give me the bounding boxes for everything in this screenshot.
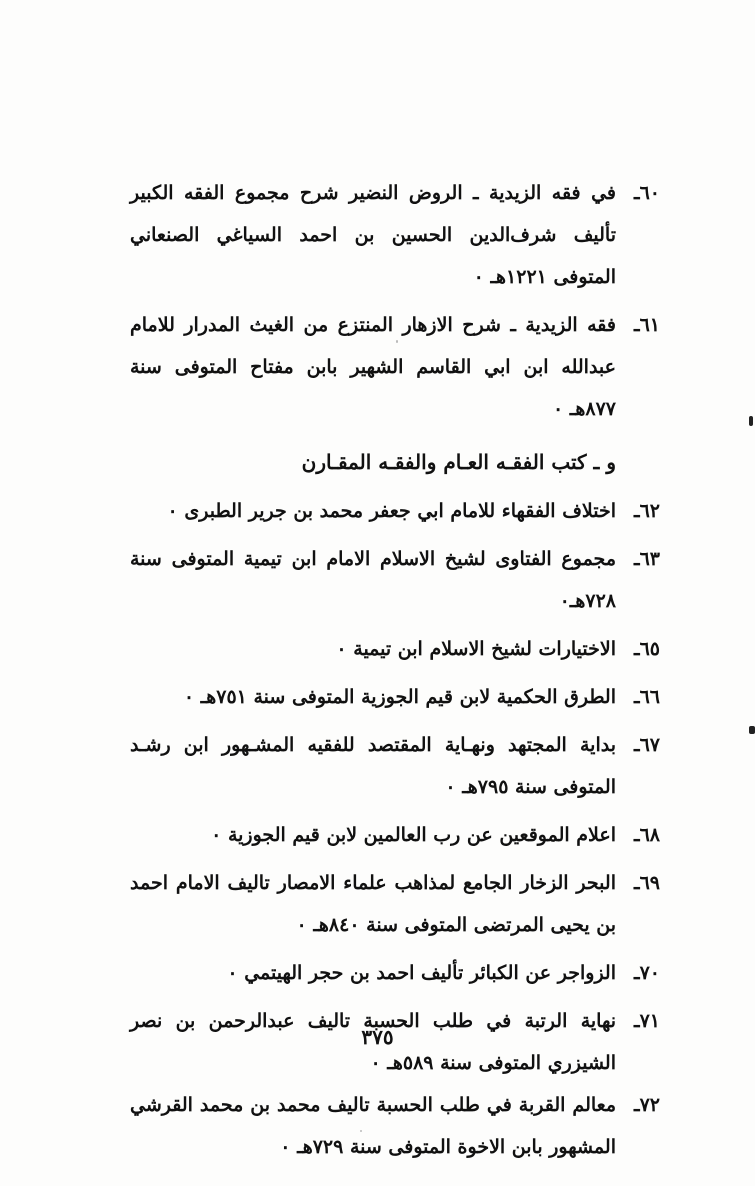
entry-text: بداية المجتهد ونهـاية المقتصد للفقيه المشـهور ابن رشـد المتوفى سنة ٧٩٥هـ ٠ — [130, 734, 616, 798]
entry-text: مجموع الفتاوى لشيخ الاسلام الامام ابن تيمية المتوفى سنة ٧٢٨هـ٠ — [130, 548, 616, 612]
list-item — [130, 304, 660, 430]
entry-text: الطرق الحكمية لابن قيم الجوزية المتوفى سنة ٧٥١هـ ٠ — [183, 686, 616, 708]
entry-number: ٦٨ـ — [634, 824, 660, 846]
entry-number: ٦٦ـ — [634, 686, 660, 708]
scan-speck — [360, 1130, 362, 1132]
list-item — [130, 538, 660, 622]
entry-number: ٧١ـ — [634, 1010, 660, 1032]
list-item — [130, 628, 660, 670]
entry-number: ٦٥ـ — [634, 638, 660, 660]
entry-number: ٦٠ـ — [634, 182, 660, 204]
entry-number: ٦٩ـ — [634, 872, 660, 894]
page-number: ٣٧٥ — [361, 1025, 394, 1049]
section-heading: و ـ كتب الفقـه العـام والفقـه المقـارن — [301, 450, 616, 474]
entry-number: ٦١ـ — [634, 314, 660, 336]
entry-text: في فقه الزيدية ـ الروض النضير شرح مجموع الفقه الكبير تأليف شرف‌الدين الحسين بن احمد السياغي الصنعاني المتوفى ١٢٢١هـ ٠ — [130, 182, 616, 288]
entry-text: الاختيارات لشيخ الاسلام ابن تيمية ٠ — [336, 638, 616, 660]
entry-number: ٧٢ـ — [634, 1094, 660, 1116]
entry-text: الزواجر عن الكبائر تأليف احمد بن حجر الهيتمي ٠ — [227, 962, 616, 984]
list-item — [130, 724, 660, 808]
entry-text: اعلام الموقعين عن رب العالمين لابن قيم الجوزية ٠ — [211, 824, 616, 846]
entry-text: نهاية الرتبة في طلب الحسبة تاليف عبدالرحمن بن نصر الشيزري المتوفى سنة ٥٨٩هـ ٠ — [130, 1010, 616, 1074]
entry-text: فقه الزيدية ـ شرح الازهار المنتزع من الغيث المدرار للامام عبدالله ابن ابي القاسم الشهير بابن مفتاح المتوفى سنة ٨٧٧هـ ٠ — [130, 314, 616, 420]
list-item — [130, 952, 660, 994]
list-item — [130, 676, 660, 718]
scan-mark — [749, 726, 755, 734]
entry-number: ٦٢ـ — [634, 500, 660, 522]
bibliography-list — [130, 172, 660, 1168]
list-item — [130, 1084, 660, 1168]
list-item — [130, 490, 660, 532]
scan-speck — [396, 340, 398, 343]
entry-text: البحر الزخار الجامع لمذاهب علماء الامصار تاليف الامام احمد بن يحيى المرتضى المتوفى سنة ٨٤٠هـ ٠ — [130, 872, 616, 936]
list-item — [130, 862, 660, 946]
list-item — [130, 172, 660, 298]
entry-text: اختلاف الفقهاء للامام ابي جعفر محمد بن جرير الطبرى ٠ — [167, 500, 616, 522]
entry-number: ٧٠ـ — [634, 962, 660, 984]
entry-number: ٦٣ـ — [634, 548, 660, 570]
scan-mark — [749, 416, 753, 426]
entry-text: معالم القربة في طلب الحسبة تاليف محمد بن محمد القرشي المشهور بابن الاخوة المتوفى سنة ٧٢٩هـ ٠ — [130, 1094, 616, 1158]
list-item — [130, 814, 660, 856]
entry-number: ٦٧ـ — [634, 734, 660, 756]
